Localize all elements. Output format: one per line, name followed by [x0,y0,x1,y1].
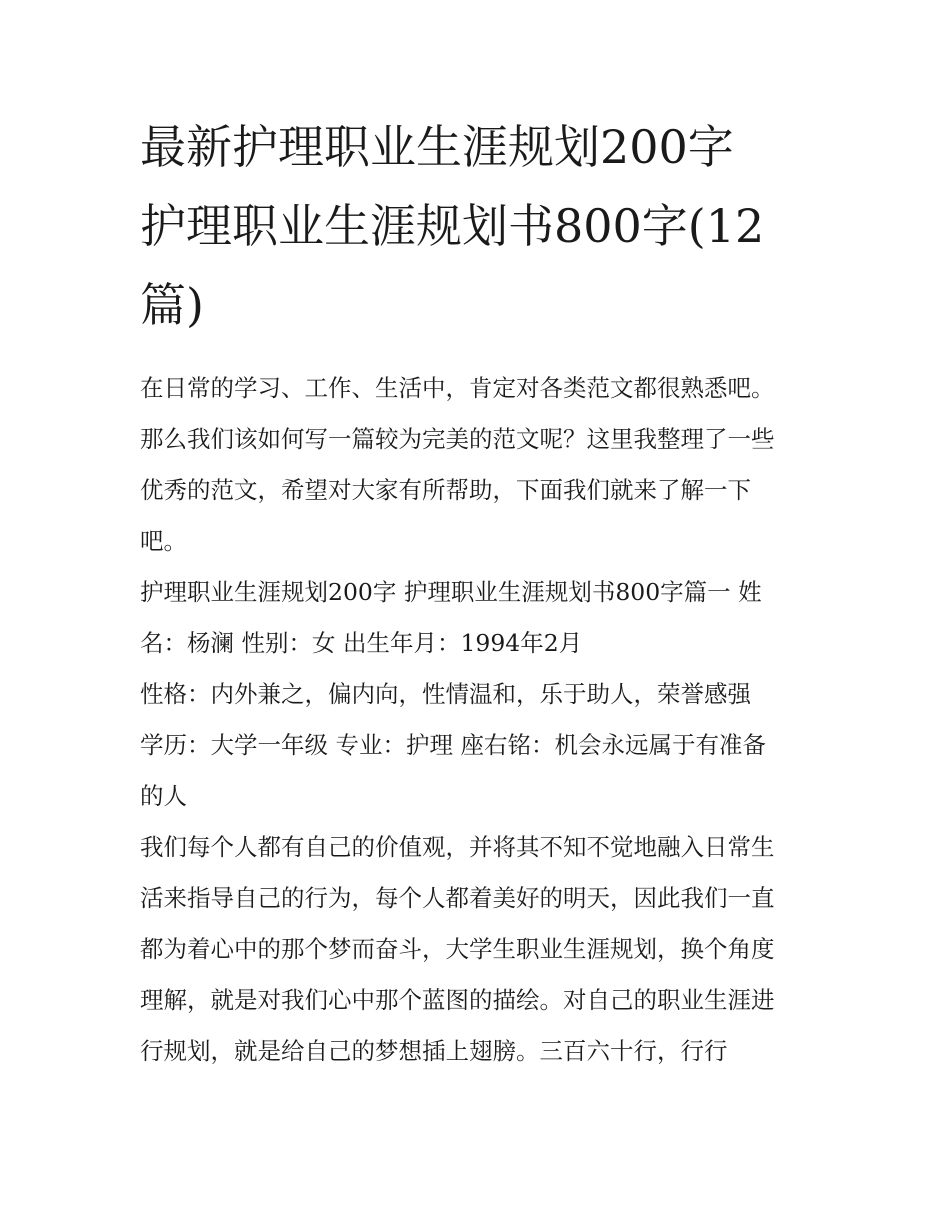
document-title [140,108,820,345]
main-paragraph [140,822,820,1077]
education-paragraph [140,720,820,822]
title-line-1: 最新护理职业生涯规划200字 [140,120,734,174]
document-body [140,363,820,1077]
body-line-1: 我们每个人都有自己的价值观，并将其不知不觉地融入日常生 [140,833,775,861]
intro-line-1: 在日常的学习、工作、生活中，肯定对各类范文都很熟悉吧。 [140,374,775,402]
intro-line-3: 优秀的范文，希望对大家有所帮助，下面我们就来了解一下 [140,476,751,504]
title-line-2: 护理职业生涯规划书800字(12 [140,199,765,253]
section-line-1: 护理职业生涯规划200字 护理职业生涯规划书800字篇一 姓 [140,578,762,606]
document-page [140,108,820,1077]
body-line-5: 行规划，就是给自己的梦想插上翅膀。三百六十行，行行 [140,1037,728,1065]
personality-line: 性格：内外兼之，偏内向，性情温和，乐于助人，荣誉感强 [140,680,751,708]
intro-paragraph [140,363,820,567]
education-line-1: 学历：大学一年级 专业：护理 座右铭：机会永远属于有准备 [140,731,766,759]
body-line-2: 活来指导自己的行为，每个人都着美好的明天，因此我们一直 [140,884,775,912]
body-line-3: 都为着心中的那个梦而奋斗，大学生职业生涯规划，换个角度 [140,935,775,963]
title-line-3: 篇) [140,278,204,332]
section-line-2: 名：杨澜 性别：女 出生年月：1994年2月 [140,629,583,657]
intro-line-4: 吧。 [140,527,187,555]
personality-paragraph [140,669,820,720]
body-line-4: 理解，就是对我们心中那个蓝图的描绘。对自己的职业生涯进 [140,986,775,1014]
section-heading-paragraph [140,567,820,669]
education-line-2: 的人 [140,782,187,810]
intro-line-2: 那么我们该如何写一篇较为完美的范文呢？这里我整理了一些 [140,425,775,453]
